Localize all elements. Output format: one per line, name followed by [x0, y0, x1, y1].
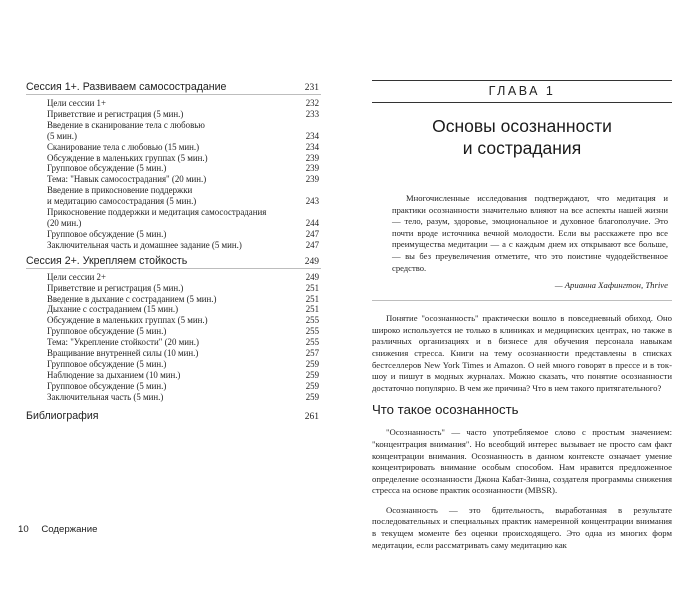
body-paragraph: "Осознанность" — часто употребляемое слово с простым значением: "концентрация внимания". Но всеобщий интерес вызывает не просто сам факт концентрации внимания. Осознанность в данном контексте означает умение концентрировать внимание особым способом. Нам нравится предложенное определение осознанности Джона Кабат-Зинна, создателя программы снижения стресса на основе практик осознанности (MBSR). [372, 427, 672, 496]
toc-item-title: Обсуждение в маленьких группах (5 мин.) [47, 152, 208, 163]
toc-item-page: 259 [305, 369, 319, 380]
toc-item [47, 304, 321, 315]
toc-item-title: Заключительная часть (5 мин.) [47, 391, 164, 402]
toc-item-page: 259 [305, 380, 319, 391]
toc-item-title: Прикосновение поддержки и медитация самосострадания (20 мин.) [47, 207, 267, 228]
divider [372, 300, 672, 301]
toc-item-title: Приветствие и регистрация (5 мин.) [47, 108, 184, 119]
toc-session-2-items [26, 272, 326, 403]
toc-item-title: Сканирование тела с любовью (15 мин.) [47, 141, 200, 152]
toc-item-page: 249 [305, 271, 319, 282]
toc-item-page: 259 [305, 358, 319, 369]
toc-item [47, 315, 321, 326]
toc-item [47, 240, 321, 251]
toc-item [47, 229, 321, 240]
toc-item-page: 247 [305, 239, 319, 250]
epigraph-author: — Арианна Хафингтон, Thrive [554, 280, 668, 291]
toc-item [47, 98, 321, 109]
toc-item-title: Цели сессии 1+ [47, 98, 106, 108]
toc-session-title: Сессия 1+. Развиваем самосострадание [26, 81, 227, 93]
toc-item-page: 234 [305, 141, 319, 152]
toc-item-title: Обсуждение в маленьких группах (5 мин.) [47, 315, 208, 326]
toc-bibliography-title: Библиография [26, 409, 99, 422]
toc-session-page: 249 [304, 256, 319, 267]
toc-item-title: Вращивание внутренней силы (10 мин.) [47, 348, 199, 359]
toc-item-page: 257 [305, 348, 319, 359]
toc-item-title: Групповое обсуждение (5 мин.) [47, 163, 167, 174]
toc-item-title: Введение в прикосновение поддержки и медитацию самосострадания (5 мин.) [47, 185, 197, 207]
page-footer [18, 524, 97, 535]
toc-item-page: 239 [305, 174, 319, 185]
toc-item [47, 207, 321, 229]
toc-item [47, 337, 321, 348]
toc-item [47, 272, 321, 283]
running-head: Содержание [41, 524, 98, 535]
body-paragraph: Понятие "осознанность" практически вошло в повседневный обиход. Оно широко используется не только в клиниках и медицинских центрах, но также в различных организациях и в бизнесе для обучения персонала навыкам снижения стресса. Книги на тему осознанности представлены в списках бестселлеров New York Times и Amazon. О ней много говорят в прессе и в ток-шоу и пишут в модных журналах. Можно сказать, что понятие осознанности достаточно популярно. В чем же причина? Что в нем такого притягательного? [372, 313, 672, 393]
toc-item-page: 259 [305, 391, 319, 402]
toc-item [47, 370, 321, 381]
toc-item-title: Тема: "Укрепление стойкости" (20 мин.) [47, 337, 199, 348]
toc-page [26, 80, 326, 426]
toc-item-title: Групповое обсуждение (5 мин.) [47, 326, 167, 337]
toc-item-page: 255 [305, 337, 319, 348]
toc-item-title: Введение в дыхание с состраданием (5 мин.) [47, 293, 217, 304]
body-paragraph: Осознанность — это бдительность, выработанная в результате последовательных и специальных практик намеренной концентрации внимания в текущем моменте без оценки происходящего. Это одна из многих форм медитации, если рассматривать саму медитацию как [372, 504, 672, 550]
toc-item-title: Дыхание с состраданием (15 мин.) [47, 304, 179, 315]
toc-item-page: 251 [305, 293, 319, 304]
toc-item-page: 234 [305, 130, 319, 141]
toc-item [47, 163, 321, 174]
toc-item-page: 239 [305, 163, 319, 174]
toc-bibliography-page: 261 [304, 411, 319, 422]
toc-item-page: 244 [305, 217, 319, 228]
toc-session-2 [26, 255, 321, 269]
toc-item [47, 185, 321, 207]
toc-item-page: 247 [305, 228, 319, 239]
toc-item-page: 251 [305, 304, 319, 315]
toc-session-page: 231 [304, 83, 319, 93]
toc-item [47, 381, 321, 392]
toc-item-page: 255 [305, 315, 319, 326]
toc-item [47, 142, 321, 153]
toc-item-title: Групповое обсуждение (5 мин.) [47, 358, 167, 369]
toc-item [47, 392, 321, 403]
toc-bibliography [26, 410, 321, 423]
toc-item [47, 283, 321, 294]
toc-item [47, 294, 321, 305]
toc-item-page: 243 [305, 196, 319, 207]
toc-item-title: Групповое обсуждение (5 мин.) [47, 228, 167, 239]
toc-item-page: 239 [305, 152, 319, 163]
toc-item [47, 153, 321, 164]
toc-item-title: Групповое обсуждение (5 мин.) [47, 380, 167, 391]
toc-item-page: 255 [305, 326, 319, 337]
page-number: 10 [18, 524, 29, 535]
chapter-title-line-2: и сострадания [462, 138, 582, 158]
toc-item-title: Цели сессии 2+ [47, 271, 106, 282]
toc-item-page: 233 [305, 108, 319, 119]
toc-item-title: Тема: "Навык самосострадания" (20 мин.) [47, 174, 207, 185]
toc-item-page: 232 [305, 98, 319, 108]
toc-item-title: Приветствие и регистрация (5 мин.) [47, 282, 184, 293]
toc-item-title: Наблюдение за дыханием (10 мин.) [47, 369, 181, 380]
toc-item [47, 359, 321, 370]
toc-item-title: Заключительная часть и домашнее задание (5 мин.) [47, 239, 242, 250]
toc-session-1 [26, 81, 321, 95]
toc-item [47, 348, 321, 359]
toc-item-title: Введение в сканирование тела с любовью (5 мин.) [47, 119, 205, 141]
toc-item [47, 326, 321, 337]
toc-item [47, 120, 321, 142]
toc-item [47, 174, 321, 185]
chapter-label: ГЛАВА 1 [372, 80, 672, 103]
chapter-title [372, 115, 672, 159]
epigraph: Многочисленные исследования подтверждают, что медитация и практики осознанности значительно влияют на все аспекты нашей жизни — тело, разум, здоровье, эмоциональное и духовное благополучие. Это почти вроде источника вечной молодости. Если вы расскажете про все преимущества медитации — а с каждым днем их открывают все больше, — вы без преувеличения отметите, что это поистине чудодейственное средство. [392, 193, 668, 273]
toc-item-page: 251 [305, 282, 319, 293]
toc-session-1-items [26, 98, 326, 251]
toc-session-title: Сессия 2+. Укрепляем стойкость [26, 254, 188, 267]
toc-item [47, 109, 321, 120]
chapter-title-line-1: Основы осознанности [432, 116, 612, 136]
section-heading: Что такое осознанность [372, 402, 519, 418]
chapter-page [372, 80, 672, 559]
